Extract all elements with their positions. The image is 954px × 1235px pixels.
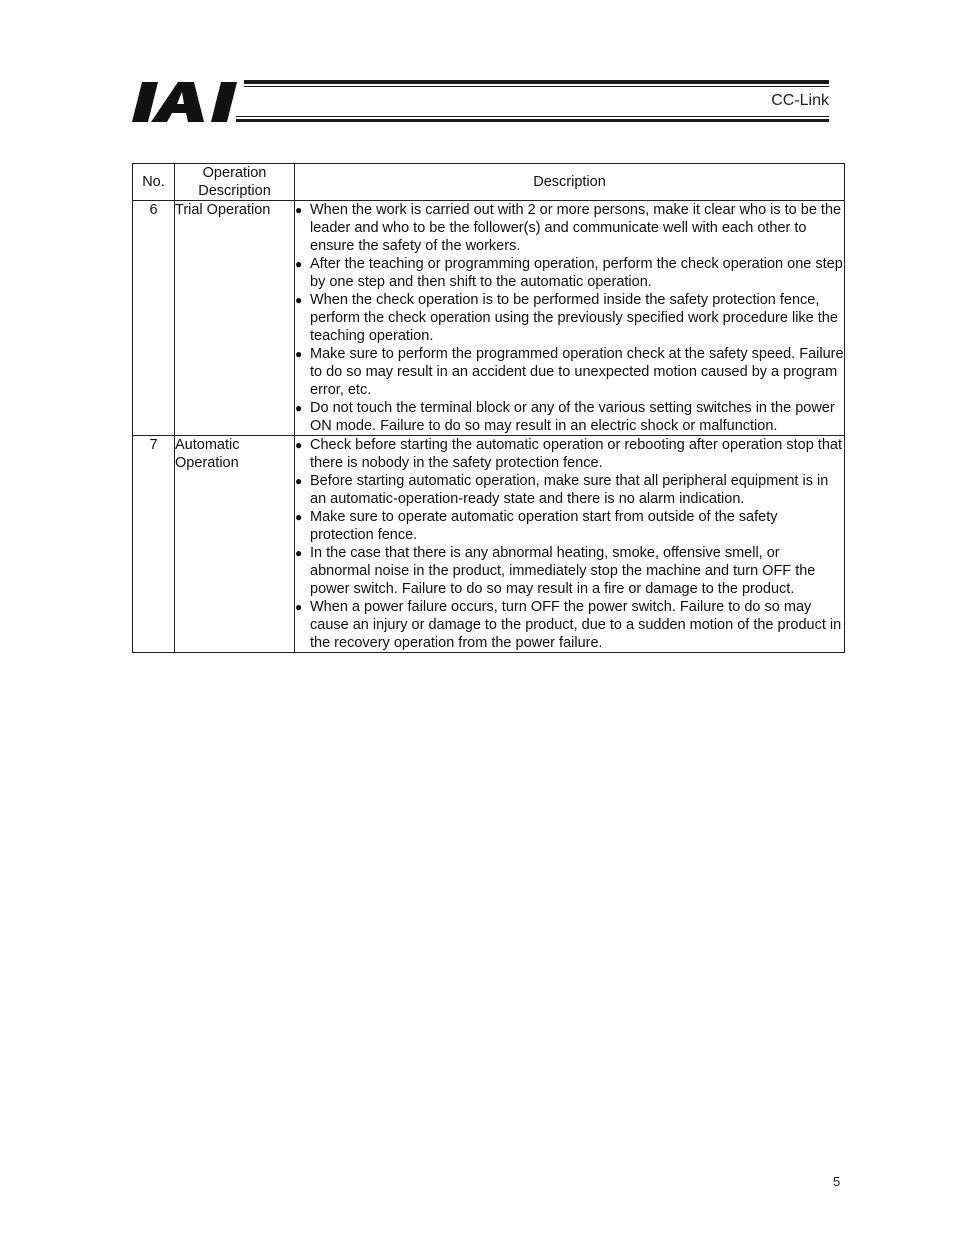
row-operation: Trial Operation — [175, 201, 295, 436]
operations-table — [132, 163, 845, 653]
iai-logo — [132, 80, 242, 124]
page-number: 5 — [833, 1174, 841, 1189]
list-item — [295, 472, 844, 508]
list-item — [295, 399, 844, 435]
table-row — [133, 436, 845, 653]
list-item — [295, 201, 844, 255]
header-operation-label: Operation Description — [198, 165, 271, 199]
table-row — [133, 201, 845, 436]
bullet-text: When the check operation is to be performed inside the safety protection fence, perform the check operation using the previously specified work procedure like the teaching operation. — [310, 292, 838, 344]
row-number: 7 — [133, 436, 175, 653]
bullet-icon: ● — [295, 438, 303, 452]
bullet-text: Make sure to operate automatic operation start from outside of the safety protection fence. — [310, 509, 778, 543]
header-rule-top-thin — [244, 86, 829, 87]
bullet-icon: ● — [295, 401, 303, 415]
bullet-text: In the case that there is any abnormal heating, smoke, offensive smell, or abnormal noise in the product, immediately stop the machine and turn OFF the power switch. Failure to do so may result in a fire or damage to the product. — [310, 545, 816, 597]
row-description — [295, 436, 845, 653]
bullet-text: Do not touch the terminal block or any of the various setting switches in the power ON mode. Failure to do so may result in an electric shock or malfunction. — [310, 400, 835, 434]
bullet-icon: ● — [295, 600, 303, 614]
bullet-icon: ● — [295, 510, 303, 524]
list-item — [295, 291, 844, 345]
bullet-text: When the work is carried out with 2 or more persons, make it clear who is to be the leader and who to be the follower(s) and communicate well with each other to ensure the safety of the workers. — [310, 202, 842, 254]
header-rule-bottom-thin — [236, 116, 829, 117]
bullet-text: When a power failure occurs, turn OFF the power switch. Failure to do so may cause an injury or damage to the product, due to a sudden motion of the product in the recovery operation from the power failure. — [310, 599, 842, 651]
table-body — [133, 201, 845, 653]
bullet-icon: ● — [295, 347, 303, 361]
bullet-text: Check before starting the automatic operation or rebooting after operation stop that there is nobody in the safety protection fence. — [310, 437, 842, 471]
bullet-icon: ● — [295, 293, 303, 307]
list-item — [295, 598, 844, 652]
row-description — [295, 201, 845, 436]
row-number: 6 — [133, 201, 175, 436]
bullet-text: Make sure to perform the programmed operation check at the safety speed. Failure to do so may result in an accident due to unexpected motion caused by a program error, etc. — [310, 346, 844, 398]
bullet-text: Before starting automatic operation, make sure that all peripheral equipment is in an automatic-operation-ready state and there is no alarm indication. — [310, 473, 829, 507]
table-header-row — [133, 164, 845, 201]
bullet-icon: ● — [295, 546, 303, 560]
list-item — [295, 255, 844, 291]
list-item — [295, 345, 844, 399]
header-no: No. — [133, 164, 175, 201]
list-item — [295, 544, 844, 598]
bullet-text: After the teaching or programming operation, perform the check operation one step by one step and then shift to the automatic operation. — [310, 256, 843, 290]
header-rule-bottom — [236, 119, 829, 122]
bullet-icon: ● — [295, 203, 303, 217]
bullet-list — [295, 436, 844, 652]
document-tag: CC-Link — [771, 92, 829, 109]
header-operation — [175, 164, 295, 201]
row-operation: Automatic Operation — [175, 436, 295, 653]
page-header — [132, 78, 829, 126]
list-item — [295, 508, 844, 544]
header-description: Description — [295, 164, 845, 201]
bullet-icon: ● — [295, 474, 303, 488]
header-rule-top — [244, 80, 829, 84]
bullet-list — [295, 201, 844, 435]
bullet-icon: ● — [295, 257, 303, 271]
list-item — [295, 436, 844, 472]
